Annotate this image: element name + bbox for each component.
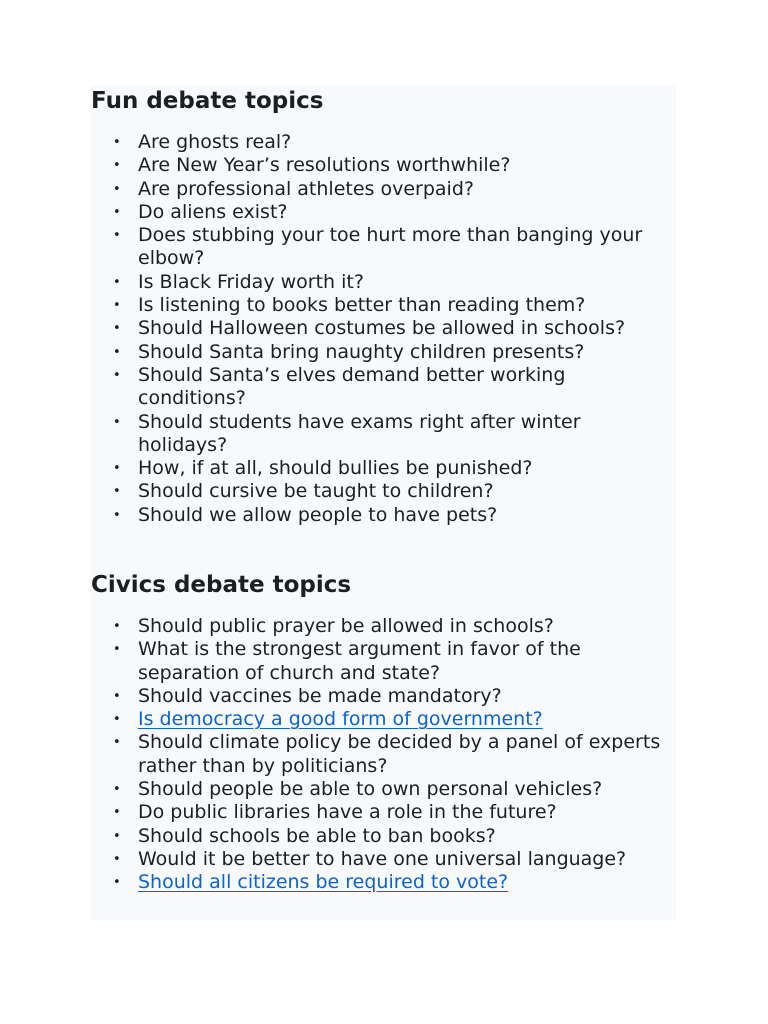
bullet-icon: • [113,688,121,704]
topic-text: Should vaccines be made mandatory? [138,684,502,707]
topic-text: Is listening to books better than reading them? [138,294,586,317]
bullet-icon: • [113,158,121,174]
list-item [91,201,671,224]
list-item [91,504,671,527]
topic-link[interactable]: Is democracy a good form of government? [138,708,543,731]
topic-text: Are ghosts real? [138,131,292,153]
bullet-icon: • [113,507,121,523]
topic-text: How, if at all, should bullies be punished? [138,457,533,480]
bullet-icon: • [113,782,121,798]
list-item [91,848,671,871]
bullet-icon: • [113,321,121,337]
list-item [91,731,671,778]
topic-text: Would it be better to have one universal language? [138,847,627,870]
bullet-icon: • [113,344,121,360]
civics-topics-section [91,570,671,895]
bullet-icon: • [113,298,121,314]
list-item [91,871,671,894]
bullet-icon: • [113,735,121,751]
bullet-icon: • [113,484,121,500]
bullet-icon: • [113,851,121,867]
topic-text: Do public libraries have a role in the future? [138,801,557,824]
list-item [91,825,671,848]
bullet-icon: • [113,135,121,150]
bullet-icon: • [113,367,121,383]
bullet-icon: • [113,712,121,728]
fun-topics-heading: Fun debate topics [91,88,324,114]
bullet-icon: • [113,204,121,220]
list-item [91,341,671,364]
list-item [91,708,671,731]
civics-topics-heading: Civics debate topics [91,572,352,598]
bullet-icon: • [113,461,121,477]
list-item [91,317,671,340]
bullet-icon: • [113,642,121,658]
fun-topics-list [91,131,671,527]
list-item [91,615,671,638]
topic-text: Should schools be able to ban books? [138,824,496,847]
list-item [91,271,671,294]
bullet-icon: • [113,619,121,634]
topic-text: Do aliens exist? [138,200,288,223]
topic-text: Should students have exams right after winter holidays? [138,410,581,456]
topic-text: Should people be able to own personal vehicles? [138,778,603,801]
bullet-icon: • [113,875,121,891]
list-item [91,131,671,154]
topic-text: What is the strongest argument in favor of the separation of church and state? [138,638,581,684]
topic-text: Does stubbing your toe hurt more than banging your elbow? [138,224,643,270]
bullet-icon: • [113,228,121,244]
bullet-icon: • [113,805,121,821]
list-item [91,178,671,201]
topic-text: Should we allow people to have pets? [138,503,498,526]
list-item [91,638,671,685]
list-item [91,685,671,708]
list-item [91,778,671,801]
topic-text: Are professional athletes overpaid? [138,177,474,200]
bullet-icon: • [113,828,121,844]
topic-text: Is Black Friday worth it? [138,270,364,293]
list-item [91,364,671,411]
topic-link[interactable]: Should all citizens be required to vote? [138,871,509,894]
list-item [91,154,671,177]
list-item [91,457,671,480]
bullet-icon: • [113,414,121,430]
topic-text: Should Santa’s elves demand better working conditions? [138,363,566,410]
topic-text: Should climate policy be decided by a panel of experts rather than by politicians? [138,731,661,777]
bullet-icon: • [113,181,121,197]
topic-text: Should Halloween costumes be allowed in schools? [138,317,626,340]
list-item [91,224,671,271]
bullet-icon: • [113,274,121,290]
civics-topics-list [91,615,671,895]
topic-text: Are New Year’s resolutions worthwhile? [138,154,511,177]
topic-text: Should cursive be taught to children? [138,480,494,503]
list-item [91,480,671,503]
fun-topics-section [91,86,671,527]
list-item [91,411,671,458]
list-item [91,801,671,824]
list-item [91,294,671,317]
topic-text: Should Santa bring naughty children presents? [138,340,585,363]
topic-text: Should public prayer be allowed in schools? [138,615,554,637]
